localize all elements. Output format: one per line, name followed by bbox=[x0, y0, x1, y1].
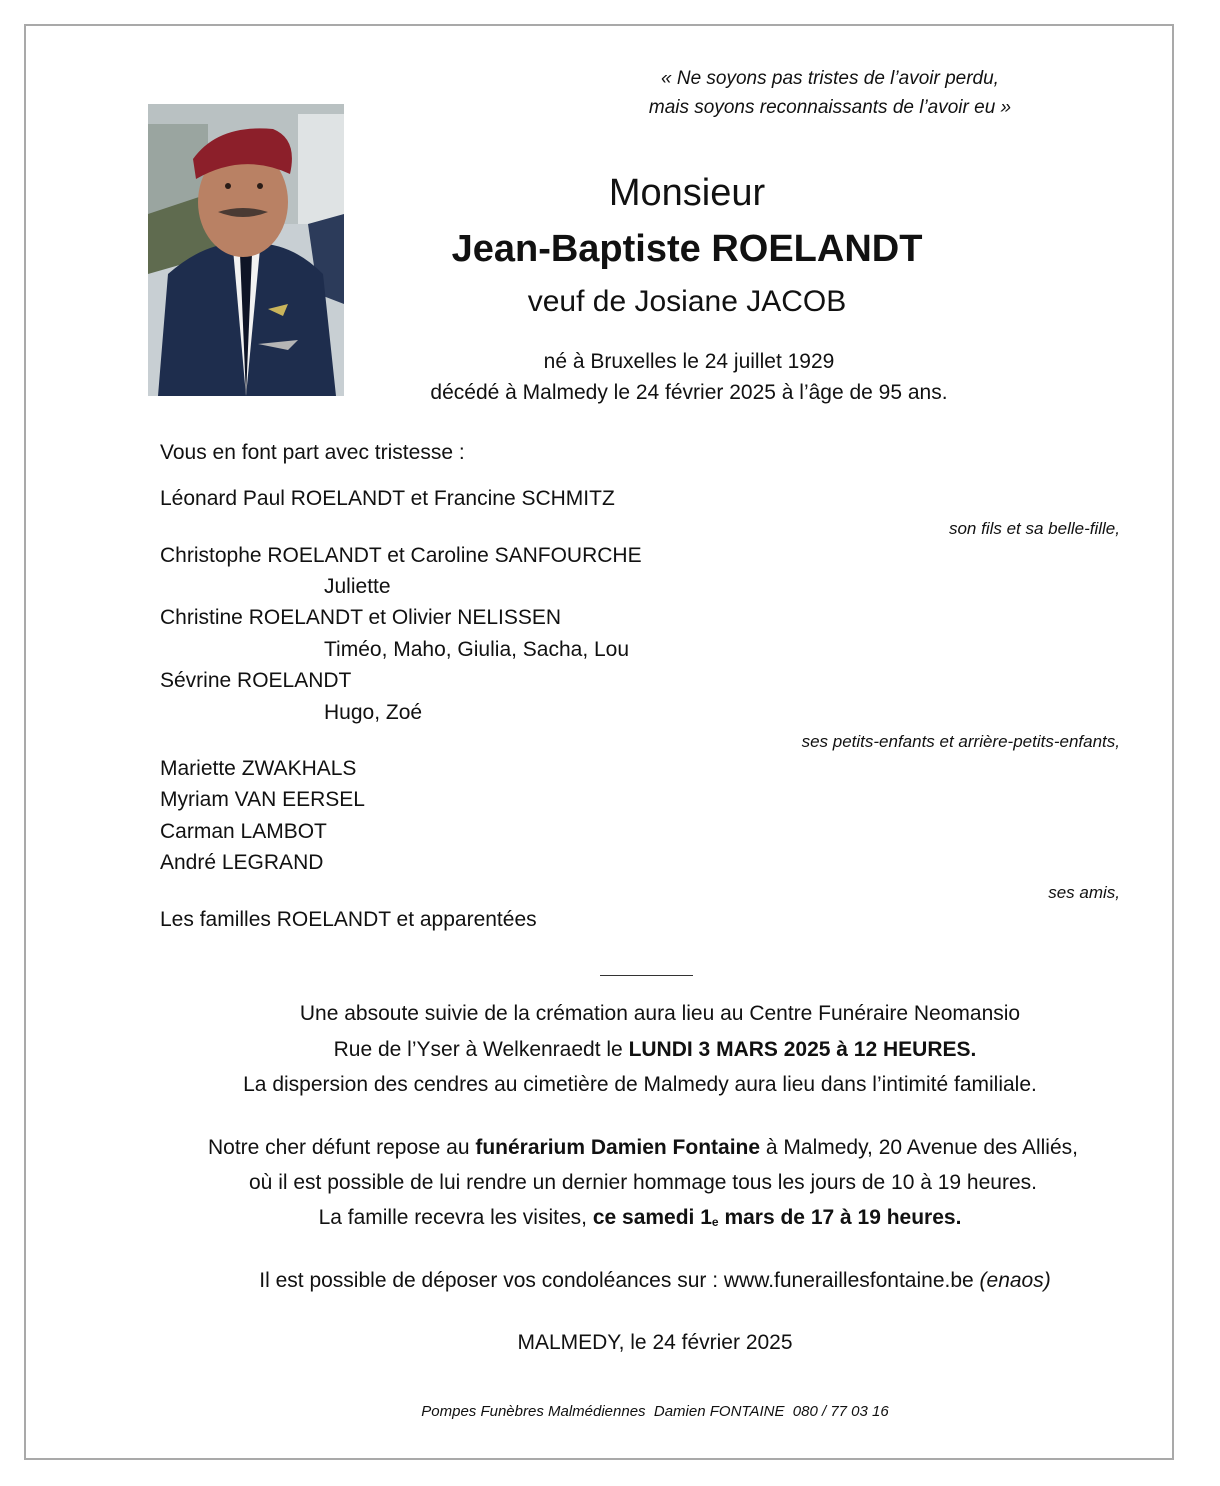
condolences-text: Il est possible de déposer vos condoléances sur : www.funeraillesfontaine.be bbox=[259, 1269, 980, 1292]
visit-day: ce samedi 1 bbox=[592, 1206, 712, 1229]
visitation-line-2: où il est possible de lui rendre un dernier hommage tous les jours de 10 à 19 heures. bbox=[249, 1171, 1037, 1194]
footer-undertaker: Pompes Funèbres Malmédiennes Damien FONTAINE 080 / 77 03 16 bbox=[421, 1403, 889, 1420]
ceremony-datetime: LUNDI 3 MARS 2025 à 12 HEURES. bbox=[628, 1038, 977, 1061]
family-friend-3: Carman LAMBOT bbox=[160, 820, 327, 843]
visitation-text-a: Notre cher défunt repose au bbox=[208, 1136, 476, 1159]
family-friend-4: André LEGRAND bbox=[160, 851, 324, 874]
announce-intro: Vous en font part avec tristesse : bbox=[160, 441, 465, 464]
relation-friends: ses amis, bbox=[1048, 883, 1120, 902]
deceased-name: Jean-Baptiste ROELANDT bbox=[451, 228, 923, 270]
visitation-line-1 bbox=[143, 1136, 1143, 1160]
quote bbox=[600, 64, 1060, 122]
ceremony-line-1: Une absoute suivie de la crémation aura lieu au Centre Funéraire Neomansio bbox=[299, 1002, 1021, 1025]
funerarium-name: funérarium Damien Fontaine bbox=[475, 1136, 761, 1159]
family-great-grandchildren-1: Juliette bbox=[324, 575, 391, 598]
died-line: décédé à Malmedy le 24 février 2025 à l’âge de 95 ans. bbox=[430, 381, 948, 404]
relation-son: son fils et sa belle-fille, bbox=[948, 519, 1120, 538]
ceremony-line-3: La dispersion des cendres au cimetière de Malmedy aura lieu dans l’intimité familiale. bbox=[243, 1073, 1037, 1096]
visitation-text-c: La famille recevra les visites, bbox=[318, 1206, 593, 1229]
family-friend-2: Myriam VAN EERSEL bbox=[160, 788, 365, 811]
family-grandchild-2: Christine ROELANDT et Olivier NELISSEN bbox=[160, 606, 562, 629]
civility: Monsieur bbox=[608, 172, 766, 214]
visit-hours: mars de 17 à 19 heures. bbox=[718, 1206, 962, 1229]
visitation-address: à Malmedy, 20 Avenue des Alliés, bbox=[760, 1136, 1078, 1159]
condolences-line bbox=[155, 1269, 1155, 1293]
spouse-line: veuf de Josiane JACOB bbox=[527, 285, 847, 318]
family-grandchild-3: Sévrine ROELANDT bbox=[160, 669, 352, 692]
family-great-grandchildren-2: Timéo, Maho, Giulia, Sacha, Lou bbox=[324, 638, 630, 661]
family-friend-1: Mariette ZWAKHALS bbox=[160, 757, 357, 780]
relation-grandchildren: ses petits-enfants et arrière-petits-enfants, bbox=[801, 732, 1120, 751]
visitation-line-3 bbox=[140, 1206, 1140, 1230]
separator-line bbox=[600, 975, 693, 976]
condolences-note: (enaos) bbox=[979, 1269, 1051, 1292]
ceremony-place: Rue de l’Yser à Welkenraedt le bbox=[333, 1038, 629, 1061]
family-grandchild-1: Christophe ROELANDT et Caroline SANFOURCHE bbox=[160, 544, 642, 567]
family-son: Léonard Paul ROELANDT et Francine SCHMITZ bbox=[160, 487, 615, 510]
born-line: né à Bruxelles le 24 juillet 1929 bbox=[543, 350, 835, 373]
visit-day-suffix: e bbox=[711, 1215, 719, 1229]
quote-line-1: « Ne soyons pas tristes de l’avoir perdu, bbox=[661, 68, 999, 89]
ceremony-line-2 bbox=[155, 1038, 1155, 1062]
quote-line-2: mais soyons reconnaissants de l’avoir eu » bbox=[648, 97, 1012, 118]
place-date: MALMEDY, le 24 février 2025 bbox=[517, 1331, 793, 1354]
deceased-photo bbox=[148, 104, 344, 396]
family-great-grandchildren-3: Hugo, Zoé bbox=[324, 701, 423, 724]
family-relatives: Les familles ROELANDT et apparentées bbox=[160, 908, 537, 931]
